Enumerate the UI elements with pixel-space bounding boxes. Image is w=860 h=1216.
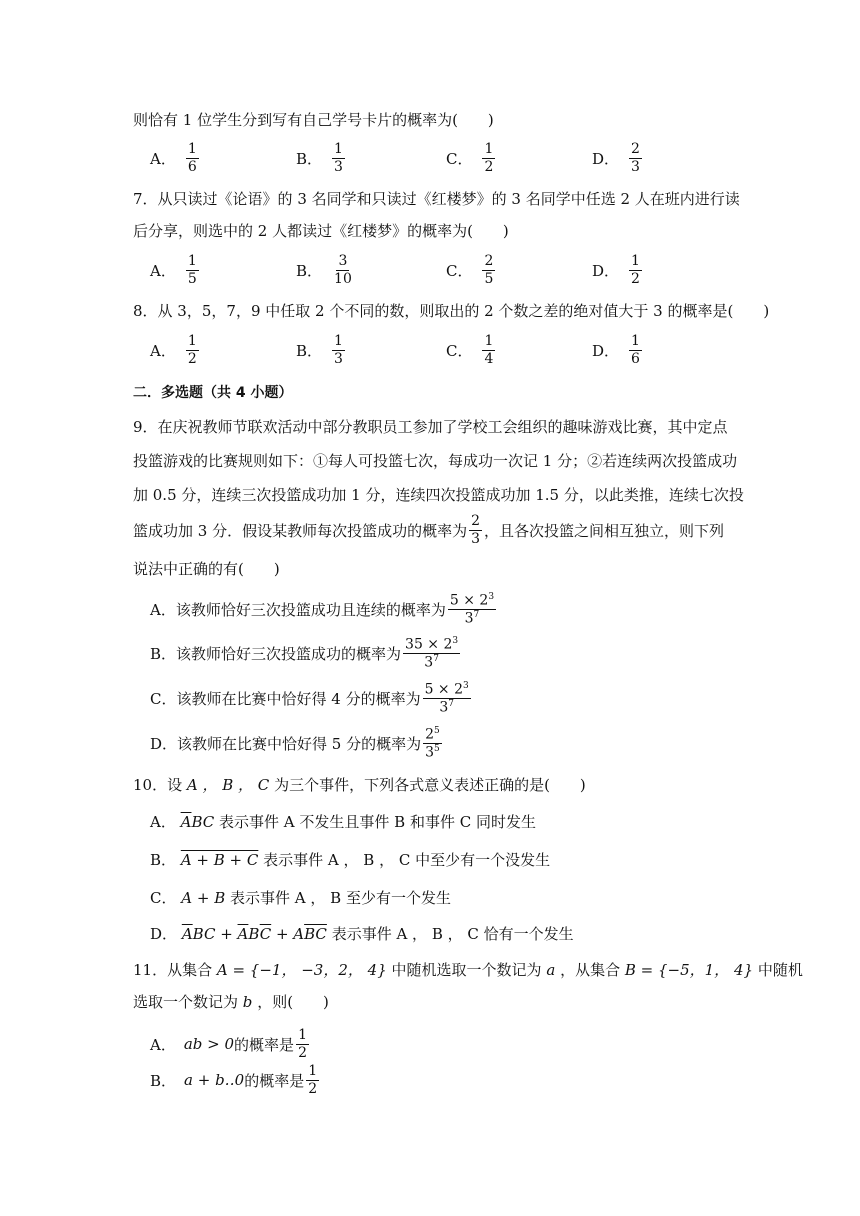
fraction xyxy=(332,334,345,366)
option-label: C． xyxy=(446,261,473,280)
option-label: D． xyxy=(150,735,178,754)
q10-stem-text: 为三个事件，下列各式意义表述正确的是( ) xyxy=(274,776,586,794)
option-label: A． xyxy=(150,341,176,360)
fraction xyxy=(403,637,460,671)
denominator xyxy=(437,699,456,715)
numerator: 1 xyxy=(334,141,343,157)
fraction xyxy=(448,593,496,627)
exponent: 3 xyxy=(463,681,469,691)
q10-option-d[interactable] xyxy=(150,927,574,942)
exponent: 5 xyxy=(434,744,440,755)
numerator-base: 35 × 2 xyxy=(405,636,453,653)
fraction xyxy=(332,254,354,286)
option-label: B． xyxy=(150,645,177,664)
q9-line1: 9．在庆祝教师节联欢活动中部分教职员工参加了学校工会组织的趣味游戏比赛，其中定点 xyxy=(133,418,728,436)
var-b: b xyxy=(242,993,253,1011)
exponent: 5 xyxy=(434,726,440,736)
fraction xyxy=(629,334,642,366)
denominator-base: 3 xyxy=(425,745,435,761)
numerator: 1 xyxy=(484,141,494,157)
set-a: A = {−1， −3，2， 4} xyxy=(216,961,387,979)
fraction xyxy=(482,254,495,286)
denominator: 5 xyxy=(187,270,197,287)
option-label: B． xyxy=(296,149,323,168)
math-expr: A + B xyxy=(181,889,226,907)
q7-line1: 7．从只读过《论语》的 3 名同学和只读过《红楼梦》的 3 名同学中任选 2 人在班内进行读 xyxy=(133,190,740,208)
denominator: 3 xyxy=(631,158,640,175)
numerator: 3 xyxy=(338,253,348,269)
q9-option-b[interactable] xyxy=(150,637,462,671)
q9-option-d[interactable] xyxy=(150,727,444,761)
option-text: 该教师在比赛中恰好得 4 分的概率为 xyxy=(176,690,421,709)
math-rest: BC xyxy=(191,813,215,831)
q6-option-a[interactable] xyxy=(150,142,201,174)
math-expr: $\overline{A}BC + \overline{A}B\overline{C} + A\overline{BC}$ xyxy=(181,925,327,943)
q9-line4 xyxy=(133,514,724,546)
option-text: 该教师恰好三次投篮成功的概率为 xyxy=(176,645,402,664)
q6-option-d[interactable] xyxy=(592,142,644,174)
option-text: 的概率是 xyxy=(234,1035,295,1054)
numerator: 1 xyxy=(308,1063,318,1079)
denominator xyxy=(422,654,441,670)
option-text: 的概率是 xyxy=(244,1071,305,1090)
denominator: 3 xyxy=(334,350,343,367)
denominator: 2 xyxy=(298,1044,307,1061)
q10-vars: A ， B ， C xyxy=(186,776,270,794)
option-label: A． xyxy=(150,149,176,168)
var-a: a xyxy=(546,961,556,979)
q8-option-d[interactable] xyxy=(592,334,644,366)
q11-text-d: 中随机 xyxy=(757,961,803,979)
math-expr: ab > 0 xyxy=(183,1035,235,1054)
q9-line4-text-b: ，且各次投篮之间相互独立，则下列 xyxy=(484,521,725,540)
denominator: 2 xyxy=(187,350,197,367)
numerator: 1 xyxy=(484,333,494,349)
q8-option-b[interactable] xyxy=(296,334,347,366)
q9-option-a[interactable] xyxy=(150,593,498,627)
q11-text-e: 选取一个数记为 xyxy=(133,993,239,1011)
option-label: A． xyxy=(150,261,176,280)
q11-text-b: 中随机选取一个数记为 xyxy=(391,961,542,979)
numerator: 1 xyxy=(631,253,640,269)
denominator-base: 3 xyxy=(439,700,449,716)
denominator: 6 xyxy=(631,350,640,367)
option-text: 该教师恰好三次投篮成功且连续的概率为 xyxy=(175,601,446,620)
numerator: 2 xyxy=(484,253,494,269)
numerator-base: 2 xyxy=(425,726,435,743)
fraction xyxy=(186,142,199,174)
q9-line3: 加 0.5 分，连续三次投篮成功加 1 分，连续四次投篮成功加 1.5 分，以此类推，连续七次投 xyxy=(133,486,744,504)
exponent: 3 xyxy=(488,592,495,602)
fraction xyxy=(482,142,495,174)
denominator: 3 xyxy=(334,158,343,175)
q7-option-c[interactable] xyxy=(446,254,497,286)
option-label: B． xyxy=(150,1071,177,1090)
set-b: B = {−5，1， 4} xyxy=(624,961,754,979)
exponent: 7 xyxy=(448,699,454,710)
fraction xyxy=(423,682,471,716)
numerator-base: 5 × 2 xyxy=(424,681,464,698)
fraction xyxy=(629,254,642,286)
numerator xyxy=(448,593,496,610)
option-text: 表示事件 A ， B ， C 恰有一个发生 xyxy=(331,925,574,943)
numerator xyxy=(423,682,471,699)
option-text: 表示事件 A 不发生且事件 B 和事件 C 同时发生 xyxy=(219,813,536,831)
option-label: C． xyxy=(446,341,473,360)
q11-text-a: 11．从集合 xyxy=(133,961,213,979)
q7-line2: 后分享，则选中的 2 人都读过《红楼梦》的概率为( ) xyxy=(133,222,509,240)
numerator-base: 5 × 2 xyxy=(449,592,489,609)
q11-line1 xyxy=(133,963,803,978)
option-label: B． xyxy=(150,851,177,869)
fraction xyxy=(423,727,442,761)
denominator: 3 xyxy=(471,530,481,547)
denominator-base: 3 xyxy=(424,655,434,671)
option-label: D． xyxy=(592,149,620,168)
q11-option-a[interactable] xyxy=(150,1028,311,1060)
exponent: 7 xyxy=(473,610,480,621)
option-label: A． xyxy=(150,1035,176,1054)
math-bar: $\overline{A}$ xyxy=(180,813,192,831)
numerator: 1 xyxy=(187,333,197,349)
q10-number: 10．设 xyxy=(133,776,183,794)
numerator: 1 xyxy=(187,253,197,269)
q7-option-d[interactable] xyxy=(592,254,644,286)
q11-text-f: ，则( ) xyxy=(257,993,329,1011)
option-label: D． xyxy=(150,925,178,943)
fraction xyxy=(186,254,199,286)
denominator: 4 xyxy=(484,350,494,367)
q9-line4-text-a: 篮成功加 3 分．假设某教师每次投篮成功的概率为 xyxy=(133,521,468,540)
q11-line2 xyxy=(133,995,329,1010)
numerator: 2 xyxy=(471,513,481,529)
fraction xyxy=(296,1028,309,1060)
fraction xyxy=(629,142,642,174)
q9-line2: 投篮游戏的比赛规则如下：①每人可投篮七次，每成功一次记 1 分；②若连续两次投篮成功 xyxy=(133,452,738,470)
q10-option-a[interactable] xyxy=(150,815,536,830)
q8-line1: 8．从 3，5，7，9 中任取 2 个不同的数，则取出的 2 个数之差的绝对值大于 3 的概率是( ) xyxy=(133,302,770,320)
option-label: B． xyxy=(296,261,323,280)
fraction xyxy=(469,514,482,546)
fraction xyxy=(482,334,495,366)
option-text: 表示事件 A ， B ， C 中至少有一个没发生 xyxy=(263,851,551,869)
option-text: 该教师在比赛中恰好得 5 分的概率为 xyxy=(177,735,422,754)
option-label: C． xyxy=(150,889,177,907)
q10-option-b[interactable] xyxy=(150,853,550,868)
denominator: 2 xyxy=(484,158,494,175)
fraction xyxy=(332,142,345,174)
q10-option-c[interactable] xyxy=(150,891,451,906)
option-label: C． xyxy=(446,149,473,168)
option-label: C． xyxy=(150,690,177,709)
q10-stem xyxy=(133,778,586,793)
q6-stem-tail: 则恰有 1 位学生分到写有自己学号卡片的概率为( ) xyxy=(133,111,494,129)
q9-option-c[interactable] xyxy=(150,682,473,716)
option-label: A． xyxy=(150,601,176,620)
denominator: 6 xyxy=(187,158,197,175)
option-label: B． xyxy=(296,341,323,360)
math-expr: A + B + C xyxy=(180,851,259,869)
denominator: 2 xyxy=(631,270,640,287)
fraction xyxy=(186,334,199,366)
option-label: A． xyxy=(150,813,176,831)
q8-option-a[interactable] xyxy=(150,334,201,366)
section-heading: 二．多选题（共 4 小题） xyxy=(133,385,293,401)
fraction xyxy=(306,1064,319,1096)
q6-option-c[interactable] xyxy=(446,142,497,174)
option-label: D． xyxy=(592,261,620,280)
denominator: 5 xyxy=(484,270,494,287)
q11-text-c: ，从集合 xyxy=(560,961,621,979)
numerator: 1 xyxy=(631,333,640,349)
denominator xyxy=(463,610,482,626)
numerator xyxy=(403,637,460,654)
denominator-base: 3 xyxy=(464,611,474,627)
numerator: 2 xyxy=(631,141,640,157)
math-expr: a + b‥0 xyxy=(184,1071,245,1090)
numerator: 1 xyxy=(187,141,197,157)
q7-option-a[interactable] xyxy=(150,254,201,286)
q11-option-b[interactable] xyxy=(150,1064,321,1096)
option-label: D． xyxy=(592,341,620,360)
denominator xyxy=(423,744,442,760)
numerator: 1 xyxy=(298,1027,307,1043)
q7-option-b[interactable] xyxy=(296,254,356,286)
q8-option-c[interactable] xyxy=(446,334,497,366)
numerator: 1 xyxy=(334,333,343,349)
denominator: 10 xyxy=(334,270,352,287)
numerator xyxy=(423,727,442,744)
denominator: 2 xyxy=(308,1080,318,1097)
option-text: 表示事件 A ， B 至少有一个发生 xyxy=(230,889,451,907)
exponent: 3 xyxy=(452,636,459,646)
q9-line5: 说法中正确的有( ) xyxy=(133,560,280,578)
q6-option-b[interactable] xyxy=(296,142,347,174)
exponent: 7 xyxy=(433,654,439,665)
